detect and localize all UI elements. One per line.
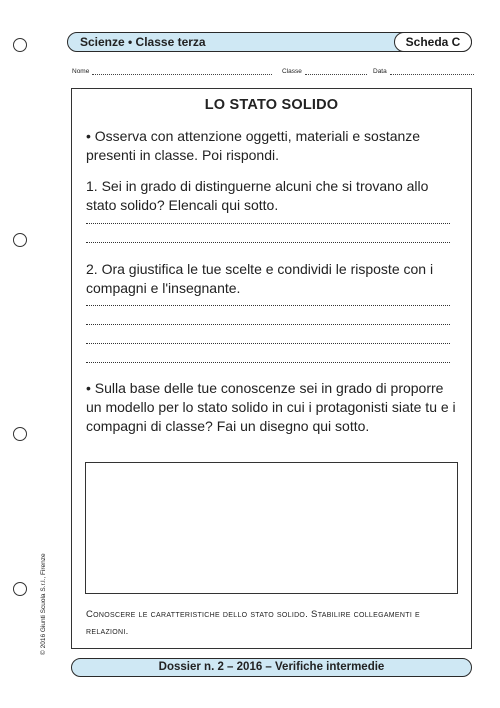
name-field[interactable] bbox=[72, 68, 272, 75]
binder-hole-icon bbox=[13, 38, 27, 52]
answer-line[interactable] bbox=[86, 242, 450, 243]
drawing-area[interactable] bbox=[85, 462, 458, 594]
scheda-badge: Scheda C bbox=[394, 32, 472, 52]
class-field-label: Classe bbox=[282, 68, 302, 75]
name-field-label: Nome bbox=[72, 68, 90, 75]
copyright-notice: © 2016 Giunti Scuola S.r.l., Firenze bbox=[40, 553, 47, 655]
question-1: 1. Sei in grado di distinguerne alcuni che si trovano allo stato solido? Elencali qui sotto. bbox=[86, 178, 429, 213]
answer-line[interactable] bbox=[86, 343, 450, 344]
answer-line[interactable] bbox=[86, 324, 450, 325]
learning-objectives: Conoscere le caratteristiche dello stato solido. Stabilire collegamenti e relazioni. bbox=[86, 609, 420, 637]
name-field-line bbox=[92, 69, 272, 75]
date-field-line bbox=[390, 69, 474, 75]
worksheet-title: LO STATO SOLIDO bbox=[204, 97, 339, 113]
date-field-label: Data bbox=[373, 68, 387, 75]
question-2: 2. Ora giustifica le tue scelte e condividi le risposte con i compagni e l'insegnante. bbox=[86, 261, 434, 296]
date-field[interactable] bbox=[373, 68, 474, 75]
worksheet-card bbox=[71, 88, 472, 649]
binder-hole-icon bbox=[13, 427, 27, 441]
answer-line[interactable] bbox=[86, 305, 450, 306]
footer-bar: Dossier n. 2 – 2016 – Verifiche intermedie bbox=[71, 658, 472, 677]
question-3: • Sulla base delle tue conoscenze sei in grado di proporre un modello per lo stato solido in cui i protagonisti siate tu e i compagni di classe? Fai un disegno qui sotto. bbox=[86, 380, 456, 434]
binder-hole-icon bbox=[13, 233, 27, 247]
answer-line[interactable] bbox=[86, 362, 450, 363]
class-field[interactable] bbox=[282, 68, 367, 75]
header-subject: Scienze • Classe terza bbox=[80, 35, 206, 49]
intro-instruction: • Osserva con attenzione oggetti, materiali e sostanze presenti in classe. Poi rispondi. bbox=[86, 128, 421, 163]
class-field-line bbox=[305, 69, 367, 75]
binder-hole-icon bbox=[13, 582, 27, 596]
answer-line[interactable] bbox=[86, 223, 450, 224]
header-bar bbox=[67, 32, 472, 52]
